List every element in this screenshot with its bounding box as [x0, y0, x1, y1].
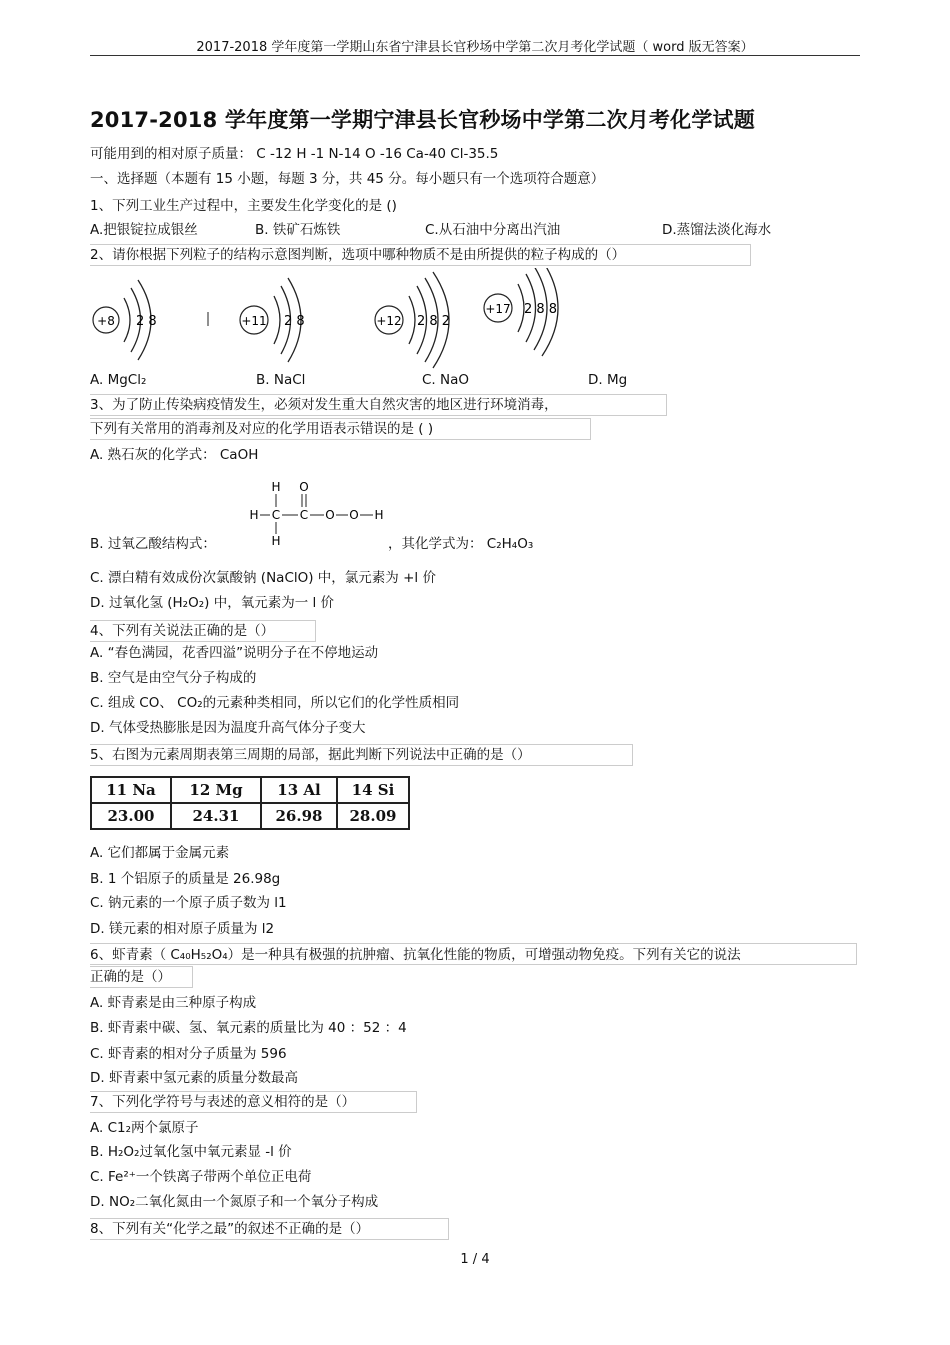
q5-option-c: C. 钠元素的一个原子质子数为 l1 — [90, 895, 287, 911]
question-7-stem: 7、下列化学符号与表述的意义相符的是（） — [90, 1094, 356, 1110]
shell-electrons: 2 8 — [284, 314, 305, 329]
q2-option-a: A. MgCl₂ — [90, 372, 147, 388]
q7-option-d: D. NO₂二氧化氮由一个氮原子和一个氧分子构成 — [90, 1194, 379, 1210]
peracetic-acid-structure — [248, 478, 388, 550]
nucleus-label: +11 — [241, 314, 267, 328]
q5-option-a: A. 它们都属于金属元素 — [90, 845, 230, 861]
question-8-stem: 8、下列有关“化学之最”的叙述不正确的是（） — [90, 1221, 370, 1237]
nucleus-label: +8 — [97, 314, 115, 328]
q6-option-c: C. 虾青素的相对分子质量为 596 — [90, 1046, 287, 1062]
shell-electrons: 2 8 8 — [524, 302, 558, 317]
q5-option-b: B. 1 个铝原子的质量是 26.98g — [90, 871, 281, 887]
question-2-stem: 2、请你根据下列粒子的结构示意图判断，选项中哪种物质不是由所提供的粒子构成的（） — [90, 247, 626, 263]
q6-option-d: D. 虾青素中氢元素的质量分数最高 — [90, 1070, 298, 1086]
particle-diagram-2 — [240, 278, 305, 362]
element-symbols-row — [91, 777, 409, 803]
svg-text:O: O — [349, 508, 359, 522]
q4-option-b: B. 空气是由空气分子构成的 — [90, 670, 257, 686]
mass-cell: 23.00 — [91, 803, 171, 829]
q4-option-d: D. 气体受热膨胀是因为温度升高气体分子变大 — [90, 720, 366, 736]
q4-option-c: C. 组成 CO、 CO₂的元素种类相同，所以它们的化学性质相同 — [90, 695, 460, 711]
svg-text:H: H — [249, 508, 259, 522]
q1-option-a: A.把银锭拉成银丝 — [90, 222, 198, 238]
atomic-structure-diagrams — [88, 268, 568, 370]
element-cell: 11 Na — [91, 777, 171, 803]
svg-text:H: H — [271, 480, 281, 494]
question-3-stem-line-1: 3、为了防止传染病疫情发生，必须对发生重大自然灾害的地区进行环境消毒， — [90, 397, 558, 413]
svg-text:O: O — [299, 480, 309, 494]
particle-diagram-1 — [93, 280, 157, 360]
q3-option-b-formula: ，其化学式为： C₂H₄O₃ — [388, 536, 534, 552]
page-header: 2017-2018 学年度第一学期山东省宁津县长官秒场中学第二次月考化学试题（ word 版无答案） — [196, 40, 754, 55]
particle-diagram-3 — [375, 272, 450, 368]
q3-option-a: A. 熟石灰的化学式： CaOH — [90, 447, 259, 463]
svg-text:O: O — [325, 508, 335, 522]
q2-option-c: C. NaO — [422, 372, 470, 388]
element-cell: 13 Al — [261, 777, 337, 803]
section-heading: 一、选择题（本题有 15 小题，每题 3 分，共 45 分。每小题只有一个选项符合题意） — [90, 171, 605, 187]
svg-text:C: C — [299, 508, 309, 522]
q7-option-c: C. Fe²⁺一个铁离子带两个单位正电荷 — [90, 1169, 312, 1185]
q6-option-a: A. 虾青素是由三种原子构成 — [90, 995, 257, 1011]
question-6-stem-line-2: 正确的是（） — [90, 969, 171, 985]
page-number: 1 / 4 — [460, 1252, 490, 1267]
mass-cell: 26.98 — [261, 803, 337, 829]
question-1-stem: 1、下列工业生产过程中，主要发生化学变化的是 () — [90, 198, 397, 214]
q7-option-b: B. H₂O₂过氧化氢中氧元素显 -l 价 — [90, 1144, 292, 1160]
q7-option-a: A. C1₂两个氯原子 — [90, 1120, 199, 1136]
q1-option-b: B. 铁矿石炼铁 — [255, 222, 341, 238]
q3-option-b: B. 过氧乙酸结构式： — [90, 536, 216, 552]
atomic-mass-line: 可能用到的相对原子质量： C -12 H -1 N-14 O -16 Ca-40 Cl-35.5 — [90, 146, 499, 162]
q6-option-b: B. 虾青素中碳、氢、氧元素的质量比为 40 ：52 ：4 — [90, 1020, 407, 1036]
question-4-stem: 4、下列有关说法正确的是（） — [90, 623, 275, 639]
document-title: 2017-2018 学年度第一学期宁津县长官秒场中学第二次月考化学试题 — [90, 108, 755, 132]
shell-electrons: 2 8 2 — [417, 314, 451, 329]
question-6-stem-line-1: 6、虾青素（ C₄₀H₅₂O₄）是一种具有极强的抗肿瘤、抗氧化性能的物质，可增强动物免疫。下列有关它的说法 — [90, 947, 741, 963]
q5-option-d: D. 镁元素的相对原子质量为 l2 — [90, 921, 275, 937]
atomic-mass-row — [91, 803, 409, 829]
question-5-stem: 5、右图为元素周期表第三周期的局部，据此判断下列说法中正确的是（） — [90, 747, 531, 763]
mass-cell: 24.31 — [171, 803, 261, 829]
mass-cell: 28.09 — [337, 803, 409, 829]
q4-option-a: A. “春色满园，花香四溢”说明分子在不停地运动 — [90, 645, 379, 661]
q1-option-c: C.从石油中分离出汽油 — [425, 222, 561, 238]
header-rule — [90, 55, 860, 56]
nucleus-label: +17 — [485, 302, 511, 316]
q1-option-d: D.蒸馏法淡化海水 — [662, 222, 772, 238]
svg-text:H: H — [374, 508, 384, 522]
particle-diagram-4 — [484, 268, 558, 356]
q2-option-b: B. NaCl — [256, 372, 306, 388]
periodic-table-excerpt — [90, 776, 410, 830]
svg-text:C: C — [271, 508, 281, 522]
element-cell: 14 Si — [337, 777, 409, 803]
shell-electrons: 2 8 — [136, 314, 157, 329]
element-cell: 12 Mg — [171, 777, 261, 803]
q3-option-d: D. 过氧化氢 (H₂O₂) 中，氧元素为一 l 价 — [90, 595, 335, 611]
q3-option-c: C. 漂白精有效成份次氯酸钠 (NaClO) 中，氯元素为 +l 价 — [90, 570, 436, 586]
nucleus-label: +12 — [376, 314, 402, 328]
svg-text:H: H — [271, 534, 281, 548]
q2-option-d: D. Mg — [588, 372, 628, 388]
question-3-stem-line-2: 下列有关常用的消毒剂及对应的化学用语表示错误的是 ( ) — [90, 421, 434, 437]
